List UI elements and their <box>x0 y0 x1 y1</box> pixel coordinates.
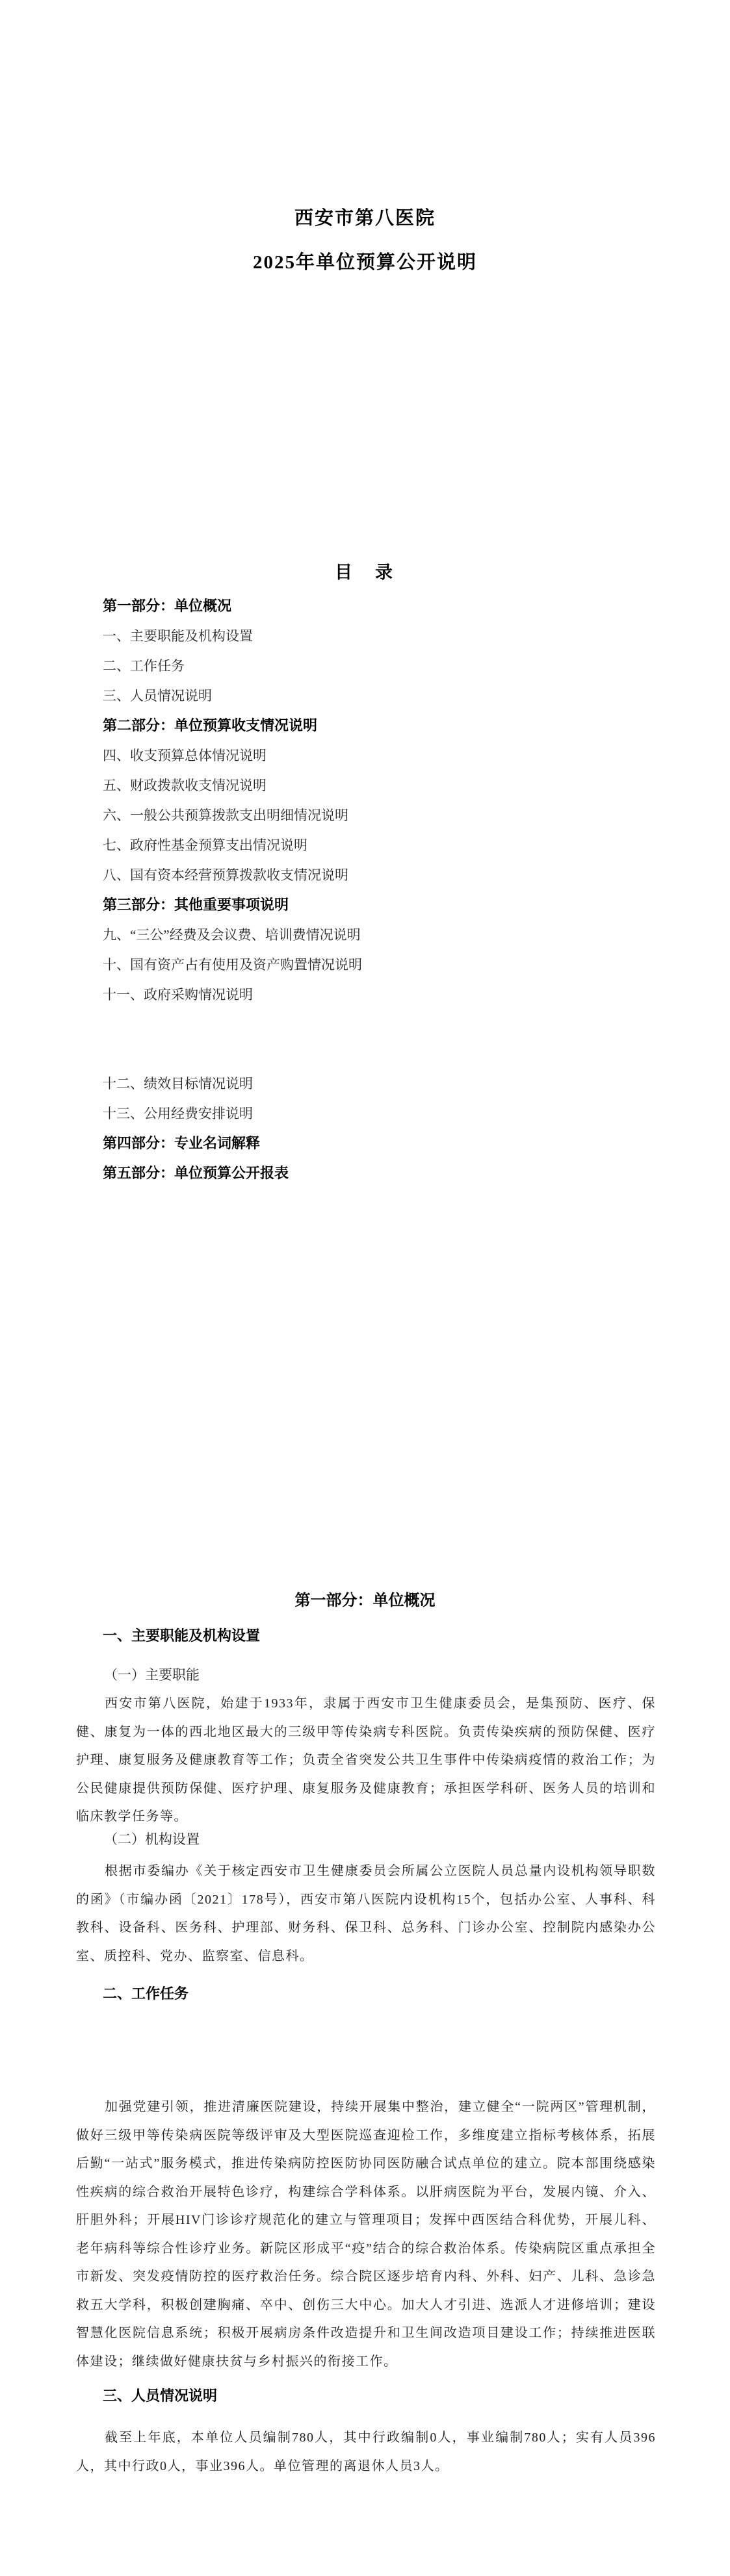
document-title-subject: 2025年单位预算公开说明 <box>252 252 477 273</box>
toc-item-label: 第三部分：其他重要事项说明 <box>103 897 289 913</box>
subsection1-heading: （一）主要职能 <box>104 1667 200 1683</box>
toc-item <box>103 651 665 681</box>
toc-item <box>103 860 665 890</box>
section2-heading: 二、工作任务 <box>103 1985 189 2002</box>
toc-item-label: 四、收支预算总体情况说明 <box>103 748 267 763</box>
toc-item-label: 七、政府性基金预算支出情况说明 <box>103 837 307 853</box>
toc-item-label: 十、国有资产占有使用及资产购置情况说明 <box>103 957 362 973</box>
toc-item <box>103 1069 665 1099</box>
toc-item-label: 十三、公用经费安排说明 <box>103 1106 253 1121</box>
paragraph-work-tasks: 加强党建引领，推进清廉医院建设，持续开展集中整治，建立健全“一院两区”管理机制，做好三级甲等传染病医院等级评审及大型医院巡查迎检工作，多维度建立指标考核体系，拓展后勤“一站式”服务模式，推进传染病防控医防协同医防融合试点单位的建立。院本部围绕感染性疾病的综合救治开展特色诊疗，构建综合学科体系。以肝病医院为平台，发展内镜、介入、肝胆外科；开展HIV门诊诊疗规范化的建立与管理项目；发挥中西医结合科优势，开展儿科、老年病科等综合性诊疗业务。新院区形成平“疫”结合的综合救治体系。传染病院区重点承担全市新发、突发疫情防控的医疗救治任务。综合院区逐步培育内科、外科、妇产、儿科、急诊急救五大学科，积极创建胸痛、卒中、创伤三大中心。加大人才引进、选派人才进修培训；建设智慧化医院信息系统；积极开展病房条件改造提升和卫生间改造项目建设工作；持续推进医联体建设；继续做好健康扶贫与乡村振兴的衔接工作。 <box>76 2100 656 2369</box>
toc-item-label: 六、一般公共预算拨款支出明细情况说明 <box>103 808 348 823</box>
toc-item-label: 第二部分：单位预算收支情况说明 <box>103 717 318 733</box>
toc-item <box>103 920 665 950</box>
section1-heading: 一、主要职能及机构设置 <box>103 1627 261 1644</box>
toc-item-label: 九、“三公”经费及会议费、培训费情况说明 <box>103 927 361 943</box>
section3-heading: 三、人员情况说明 <box>103 2388 218 2404</box>
toc-list-page2 <box>103 1069 665 1188</box>
toc-item-label: 五、财政拨款收支情况说明 <box>103 778 267 793</box>
toc-item <box>103 621 665 651</box>
toc-item-label: 三、人员情况说明 <box>103 688 212 704</box>
toc-item-label: 第五部分：单位预算公开报表 <box>103 1165 289 1181</box>
toc-item <box>103 1129 665 1158</box>
toc-item <box>103 711 665 741</box>
paragraph-main-functions: 西安市第八医院，始建于1933年，隶属于西安市卫生健康委员会，是集预防、医疗、保健、康复为一体的西北地区最大的三级甲等传染病专科医院。负责传染疾病的预防保健、医疗护理、康复服务及健康教育等工作；负责全省突发公共卫生事件中传染病疫情的救治工作；为公民健康提供预防保健、医疗护理、康复服务及健康教育；承担医学科研、医务人员的培训和临床教学任务等。 <box>76 1696 656 1824</box>
toc-item-label: 第一部分：单位概况 <box>103 598 232 614</box>
toc-item <box>103 800 665 830</box>
toc-item <box>103 591 665 621</box>
toc-item <box>103 830 665 860</box>
toc-item <box>103 741 665 771</box>
toc-item <box>103 681 665 711</box>
toc-item <box>103 1158 665 1188</box>
part1-heading: 第一部分：单位概况 <box>294 1592 436 1609</box>
toc-item <box>103 890 665 920</box>
document-title-organization: 西安市第八医院 <box>294 208 436 229</box>
toc-item-label: 二、工作任务 <box>103 658 185 674</box>
toc-item-label: 第四部分：专业名词解释 <box>103 1135 261 1151</box>
toc-item <box>103 1099 665 1129</box>
toc-list-page1 <box>103 591 665 1010</box>
toc-item-label: 十一、政府采购情况说明 <box>103 987 253 1002</box>
toc-item-label: 一、主要职能及机构设置 <box>103 628 253 644</box>
subsection2-heading: （二）机构设置 <box>104 1831 200 1847</box>
paragraph-personnel: 截至上年底，本单位人员编制780人，其中行政编制0人，事业编制780人；实有人员396人，其中行政0人，事业396人。单位管理的离退休人员3人。 <box>76 2430 656 2473</box>
toc-item-label: 十二、绩效目标情况说明 <box>103 1076 253 1091</box>
toc-item <box>103 771 665 800</box>
toc-item <box>103 980 665 1010</box>
paragraph-org-structure: 根据市委编办《关于核定西安市卫生健康委员会所属公立医院人员总量内设机构领导职数的函》（市编办函〔2021〕178号），西安市第八医院内设机构15个，包括办公室、人事科、科教科、设备科、医务科、护理部、财务科、保卫科、总务科、门诊办公室、控制院内感染办公室、质控科、党办、监察室、信息科。 <box>76 1864 656 1963</box>
toc-item-label: 八、国有资本经营预算拨款收支情况说明 <box>103 867 348 883</box>
toc-item <box>103 950 665 980</box>
table-of-contents-heading: 目 录 <box>335 563 395 582</box>
